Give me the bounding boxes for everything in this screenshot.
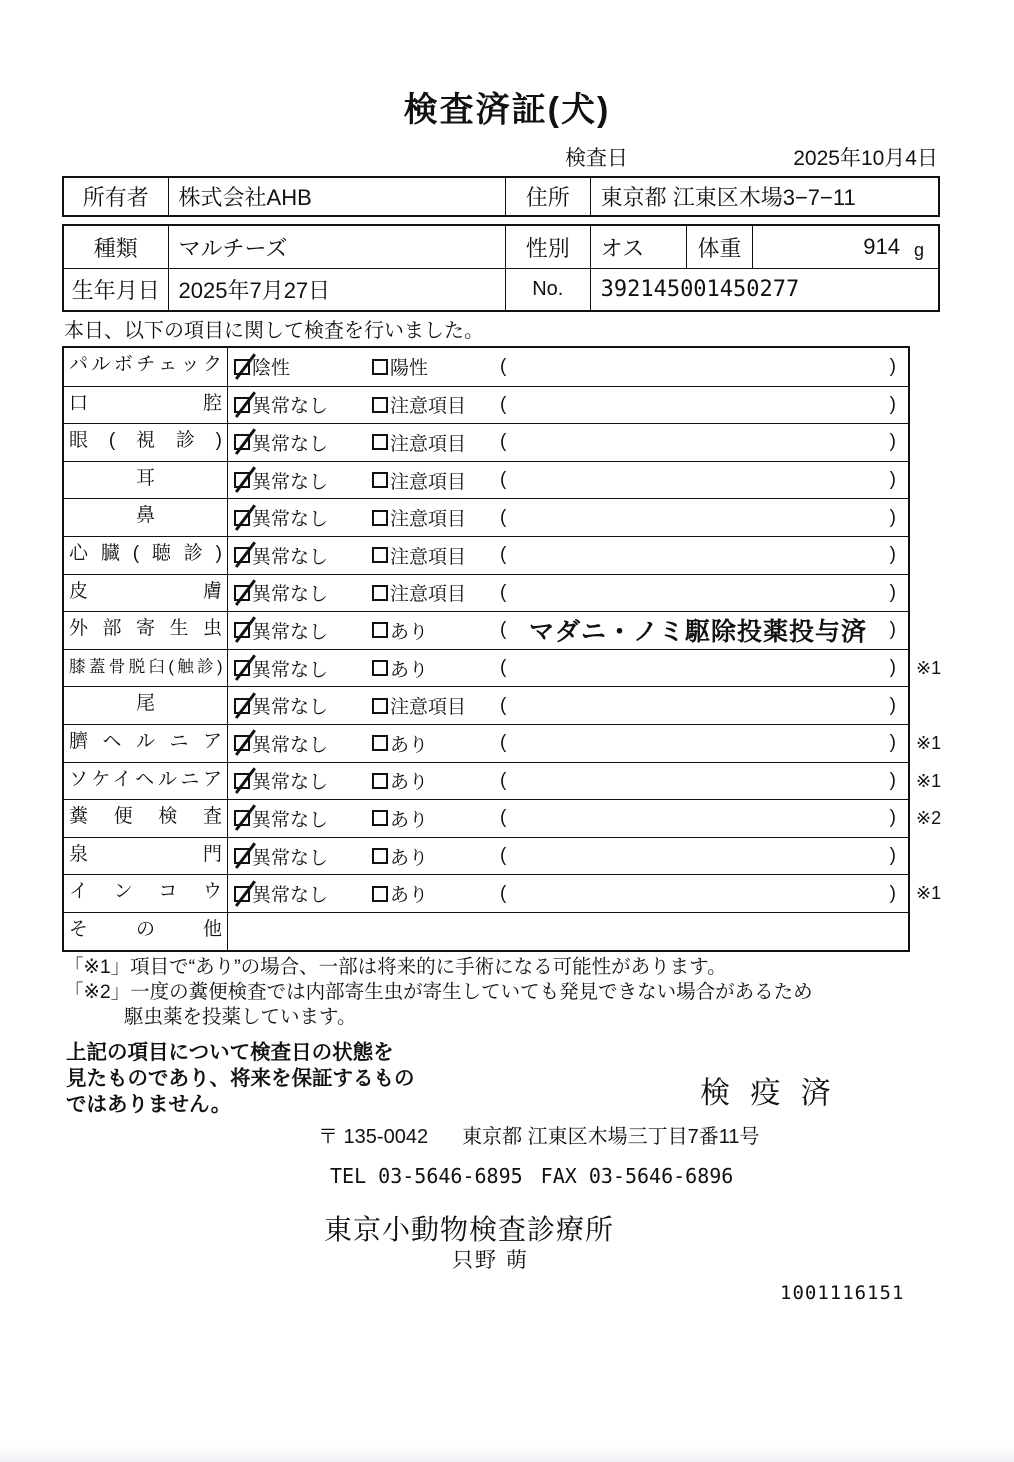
inspection-date-line [62,142,940,172]
checkbox-empty-icon [372,472,388,488]
inspection-date-label: 検査日 [565,147,628,170]
paren-close: ) [889,882,896,904]
checkbox-empty-icon [372,622,388,638]
postal-code: 〒 135-0042 [318,1126,429,1148]
paren-open: ( [500,393,507,415]
species-row [64,226,938,268]
option2-label: あり [390,847,429,869]
checkbox-empty-icon [372,698,388,714]
birth-value: 2025年7月27日 [168,269,505,310]
option2-label: 注意項目 [390,509,467,531]
paren-close: ) [889,469,896,491]
footnote-2-cont: 駆虫薬を投薬しています。 [124,1006,357,1028]
checkbox-checked-icon [234,472,250,488]
exam-row-ears [64,461,908,499]
option2-label: 注意項目 [390,396,467,418]
paren-close: ) [889,619,896,641]
weight-value-cell [752,226,938,268]
birth-label: 生年月日 [71,278,160,303]
exam-row-label: 心臓(聴診) [64,537,228,574]
checkbox-empty-icon [372,735,388,751]
option1-label: 異常なし [252,509,329,531]
checkbox-checked-icon [234,397,250,413]
paren-close: ) [889,544,896,566]
quarantine-stamp: 検 疫 済 [700,1077,837,1110]
checkbox-checked-icon [234,585,250,601]
checkbox-checked-icon [234,735,250,751]
footnote-mark: ※1 [916,732,942,753]
owner-value: 株式会社AHB [168,178,505,215]
checkbox-empty-icon [372,810,388,826]
paren-open: ( [500,619,507,641]
option1-label: 異常なし [252,659,329,681]
paren-close: ) [889,694,896,716]
paren-close: ) [889,355,896,377]
option2-label: 陽性 [390,358,429,380]
paren-close: ) [889,807,896,829]
disclaimer [66,1040,415,1118]
exam-row-label: 糞便検査 [64,800,228,837]
exam-row-inguinal-hernia [64,762,942,800]
footnote-2: 「※2」一度の糞便検査では内部寄生虫が寄生していても発見できない場合があるため [64,981,813,1003]
intro-text: 本日、以下の項目に関して検査を行いました。 [64,320,484,342]
checkbox-empty-icon [372,848,388,864]
footnote-mark: ※1 [916,770,942,791]
option1-label: 異常なし [252,584,329,606]
paren-close: ) [889,845,896,867]
option2-label: あり [390,659,429,681]
option2-label: 注意項目 [390,546,467,568]
option1-label: 異常なし [252,546,329,568]
option1-label: 異常なし [252,847,329,869]
exam-row-skin [64,574,908,612]
checkbox-checked-icon [234,773,250,789]
exam-row-oral [64,386,908,424]
footnotes [64,955,813,1030]
clinic-postal-address [318,1120,760,1149]
scan-edge-shadow [0,1446,1014,1462]
page-title: 検査済証(犬) [403,91,611,129]
checkbox-empty-icon [372,886,388,902]
checkbox-checked-icon [234,886,250,902]
checkbox-checked-icon [234,622,250,638]
checkbox-checked-icon [234,810,250,826]
paren-close: ) [889,732,896,754]
document-number: 1001116151 [780,1282,905,1304]
exam-row-label: インコウ [64,875,228,912]
checkbox-empty-icon [372,359,388,375]
option1-label: 異常なし [252,734,329,756]
clinic-tel: TEL 03-5646-6895 [330,1164,523,1188]
paren-close: ) [889,431,896,453]
paren-open: ( [500,355,507,377]
exam-row-label: ソケイヘルニア [64,763,228,800]
footnote-1: 「※1」項目で“あり”の場合、一部は将来的に手術になる可能性があります。 [64,956,727,978]
clinic-phone-line [330,1164,733,1188]
paren-open: ( [500,469,507,491]
paren-open: ( [500,581,507,603]
paren-close: ) [889,581,896,603]
clinic-address: 東京都 江東区木場三丁目7番11号 [462,1126,760,1148]
owner-label: 所有者 [82,185,149,210]
paren-open: ( [500,431,507,453]
option2-label: あり [390,734,429,756]
option1-label: 陰性 [252,358,291,380]
address-label: 住所 [505,178,590,215]
exam-row-throat [64,874,942,912]
exam-row-label: 口腔 [64,387,228,424]
exam-row-label: 臍ヘルニア [64,725,228,762]
disclaimer-line3: ではありません。 [66,1093,232,1116]
checkbox-checked-icon [234,547,250,563]
weight-value: 914 [863,234,900,259]
option1-label: 異常なし [252,621,329,643]
option2-label: 注意項目 [390,471,467,493]
paren-open: ( [500,807,507,829]
paren-open: ( [500,882,507,904]
paren-open: ( [500,544,507,566]
option1-label: 異常なし [252,885,329,907]
footnote-mark: ※1 [916,657,942,678]
paren-open: ( [500,657,507,679]
option1-label: 異常なし [252,433,329,455]
paren-open: ( [500,506,507,528]
exam-row-heart [64,536,908,574]
option1-label: 異常なし [252,396,329,418]
exam-row-parvo [64,348,908,386]
option1-label: 異常なし [252,772,329,794]
species-value: マルチーズ [168,226,505,268]
weight-unit: g [913,239,924,260]
exam-row-label: 眼(視診) [64,424,228,461]
sex-label: 性別 [505,226,590,268]
paren-open: ( [500,769,507,791]
paren-open: ( [500,694,507,716]
owner-table [62,176,940,217]
checkbox-checked-icon [234,698,250,714]
clinic-fax: FAX 03-5646-6896 [540,1164,734,1188]
option2-label: 注意項目 [390,697,467,719]
exam-row-label: 外部寄生虫 [64,612,228,649]
paren-close: ) [889,769,896,791]
exam-row-label: 泉門 [64,838,228,875]
inspection-date-value: 2025年10月4日 [793,147,938,170]
paren-close: ) [889,393,896,415]
exam-row-label: 尾 [64,687,228,724]
checkbox-empty-icon [372,397,388,413]
exam-row-fontanelle [64,837,908,875]
exam-row-nose [64,498,908,536]
birth-row [64,268,938,310]
option1-label: 異常なし [252,697,329,719]
weight-label: 体重 [686,226,752,268]
address-value: 東京都 江東区木場3−7−11 [590,178,938,215]
species-label: 種類 [93,235,138,261]
checkbox-checked-icon [234,510,250,526]
disclaimer-line2: 見たものであり、将来を保証するもの [66,1067,415,1090]
no-label: No. [505,269,590,310]
paren-open: ( [500,845,507,867]
option2-label: あり [390,621,429,643]
footnote-mark: ※1 [916,883,942,904]
checkbox-empty-icon [372,585,388,601]
exam-table [62,346,942,952]
exam-row-label: パルボチェック [64,348,228,386]
sex-value: オス [590,226,687,268]
option1-label: 異常なし [252,809,329,831]
checkbox-checked-icon [234,848,250,864]
exam-row-patella [64,649,942,687]
exam-row-fecal-exam [64,799,942,837]
exam-row-tail [64,686,908,724]
option2-label: あり [390,885,429,907]
checkbox-checked-icon [234,660,250,676]
paren-text: マダニ・ノミ駆除投薬投与済 [528,618,867,647]
paren-open: ( [500,732,507,754]
checkbox-empty-icon [372,510,388,526]
exam-row-umbilical-hernia [64,724,942,762]
clinic-name: 東京小動物検査診療所 [324,1214,615,1245]
checkbox-checked-icon [234,434,250,450]
exam-row-label: 皮膚 [64,575,228,612]
paren-close: ) [889,506,896,528]
option1-label: 異常なし [252,471,329,493]
animal-info-table [62,224,940,312]
checkbox-empty-icon [372,434,388,450]
owner-row [64,178,938,215]
veterinarian-name: 只野 萌 [452,1249,529,1272]
footnote-mark: ※2 [916,808,942,829]
exam-row-label: 耳 [64,462,228,499]
checkbox-checked-icon [234,359,250,375]
option2-label: あり [390,772,429,794]
option2-label: 注意項目 [390,433,467,455]
checkbox-empty-icon [372,547,388,563]
exam-row-external-parasites [64,611,908,649]
exam-row-eyes [64,423,908,461]
exam-row-label: 膝蓋骨脱臼(触診) [64,650,228,687]
no-value: 392145001450277 [590,269,938,310]
option2-label: あり [390,809,429,831]
exam-row-label: 鼻 [64,499,228,536]
exam-row-label: その他 [64,913,228,950]
disclaimer-line1: 上記の項目について検査日の状態を [66,1041,394,1064]
paren-close: ) [889,657,896,679]
checkbox-empty-icon [372,660,388,676]
exam-row-other [64,912,908,950]
checkbox-empty-icon [372,773,388,789]
option2-label: 注意項目 [390,584,467,606]
